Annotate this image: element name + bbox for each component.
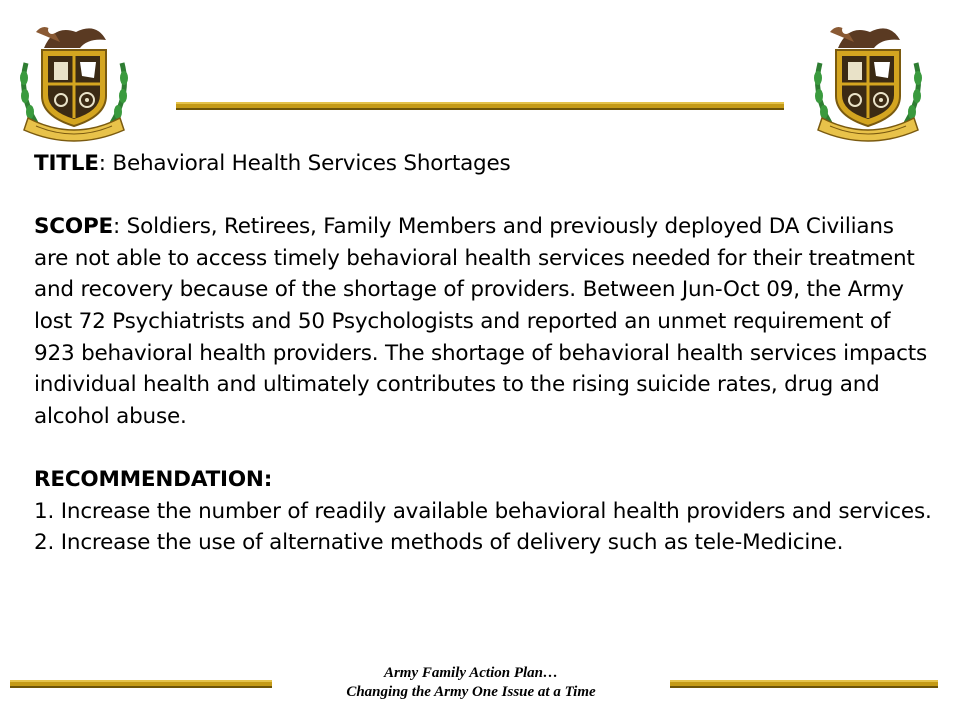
army-family-crest-left [14,18,134,143]
recommendation-item: 1. Increase the number of readily available behavioral health providers and services. [34,498,932,524]
recommendation-item: 2. Increase the use of alternative methods of delivery such as tele-Medicine. [34,530,844,556]
footer-line-2: Changing the Army One Issue at a Time [346,684,596,700]
scope-text: : Soldiers, Retirees, Family Members and previously deployed DA Civilians are not able to access timely behavioral health services needed for their treatment and recovery because of the shortage of providers. Between Jun-Oct 09, the Army lost 72 Psychiatrists and 50 Psychologists and reported an unmet requirement of 923 behavioral health providers. The shortage of behavioral health services impacts individual health and ultimately contributes to the rising suicide rates, drug and alcohol abuse. [34,214,927,429]
footer-bar-left [10,680,272,688]
footer-tagline [272,664,670,702]
army-family-crest-right [808,18,928,143]
scope-paragraph [34,211,934,432]
title-line [34,148,934,180]
title-label: TITLE [34,151,99,176]
recommendation-heading: RECOMMENDATION: [34,466,273,492]
footer-bar-right [670,680,938,688]
slide-body [34,148,934,559]
army-family-crest-icon [14,18,134,143]
scope-label: SCOPE [34,214,113,240]
top-divider-bar [176,102,784,110]
title-text: : Behavioral Health Services Shortages [98,151,511,176]
army-family-crest-icon [808,18,928,143]
footer-line-1: Army Family Action Plan… [383,665,559,681]
